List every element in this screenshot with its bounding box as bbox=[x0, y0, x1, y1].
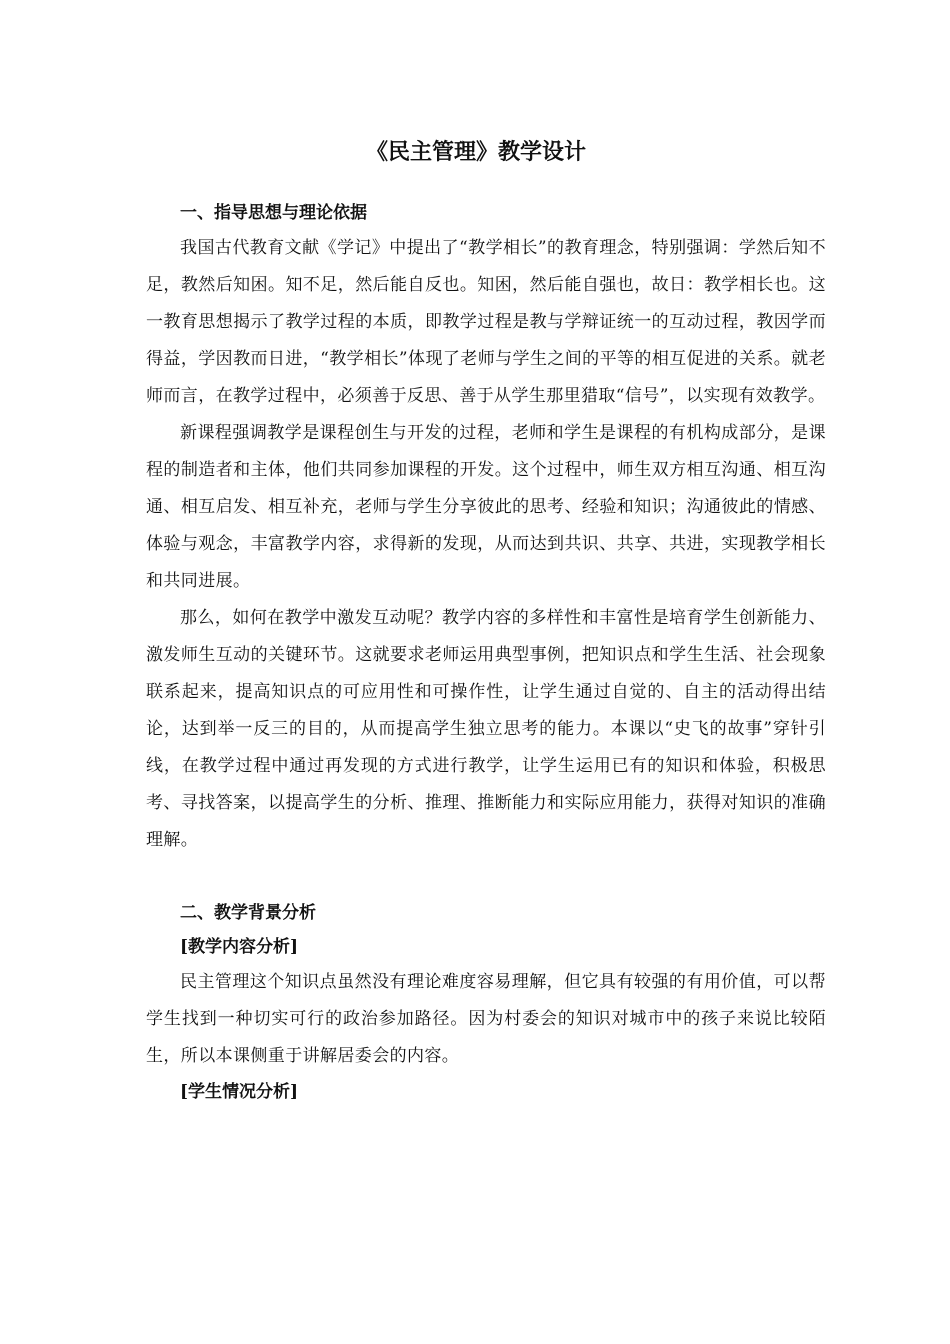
subsection-heading-student-analysis: [学生情况分析] bbox=[180, 1082, 299, 1102]
paragraph: 那么，如何在教学中激发互动呢？教学内容的多样性和丰富性是培育学生创新能力、激发师生互动的关键环节。这就要求老师运用典型事例，把知识点和学生生活、社会现象联系起来，提高知识点的可应用性和可操作性，让学生通过自觉的、自主的活动得出结论，达到举一反三的目的，从而提高学生独立思考的能力。本课以“史飞的故事”穿针引线，在教学过程中通过再发现的方式进行教学，让学生运用已有的知识和体验，积极思考、寻找答案，以提高学生的分析、推理、推断能力和实际应用能力，获得对知识的准确理解。 bbox=[146, 608, 826, 850]
paragraph: 民主管理这个知识点虽然没有理论难度容易理解，但它具有较强的有用价值，可以帮学生找到一种切实可行的政治参加路径。因为村委会的知识对城市中的孩子来说比较陌生，所以本课侧重于讲解居委会的内容。 bbox=[146, 972, 826, 1066]
section-spacer bbox=[146, 859, 826, 896]
paragraph: 我国古代教育文献《学记》中提出了“教学相长”的教育理念，特别强调：学然后知不足，教然后知困。知不足，然后能自反也。知困，然后能自强也，故日：教学相长也。这一教育思想揭示了教学过程的本质，即教学过程是教与学辩证统一的互动过程，教因学而得益，学因教而日进，“教学相长”体现了老师与学生之间的平等的相互促进的关系。就老师而言，在教学过程中，必须善于反思、善于从学生那里猎取“信号”，以实现有效教学。 bbox=[146, 238, 826, 406]
subsection-heading-content-analysis: [教学内容分析] bbox=[180, 937, 299, 957]
document-page bbox=[146, 128, 826, 1109]
paragraph: 新课程强调教学是课程创生与开发的过程，老师和学生是课程的有机构成部分，是课程的制造者和主体，他们共同参加课程的开发。这个过程中，师生双方相互沟通、相互沟通、相互启发、相互补充，老师与学生分享彼此的思考、经验和知识；沟通彼此的情感、体验与观念，丰富教学内容，求得新的发现，从而达到共识、共享、共进，实现教学相长和共同进展。 bbox=[146, 423, 826, 591]
section-heading-1: 一、指导思想与理论依据 bbox=[180, 203, 367, 223]
document-title: 《民主管理》教学设计 bbox=[365, 139, 586, 165]
section-heading-2: 二、教学背景分析 bbox=[180, 903, 316, 923]
